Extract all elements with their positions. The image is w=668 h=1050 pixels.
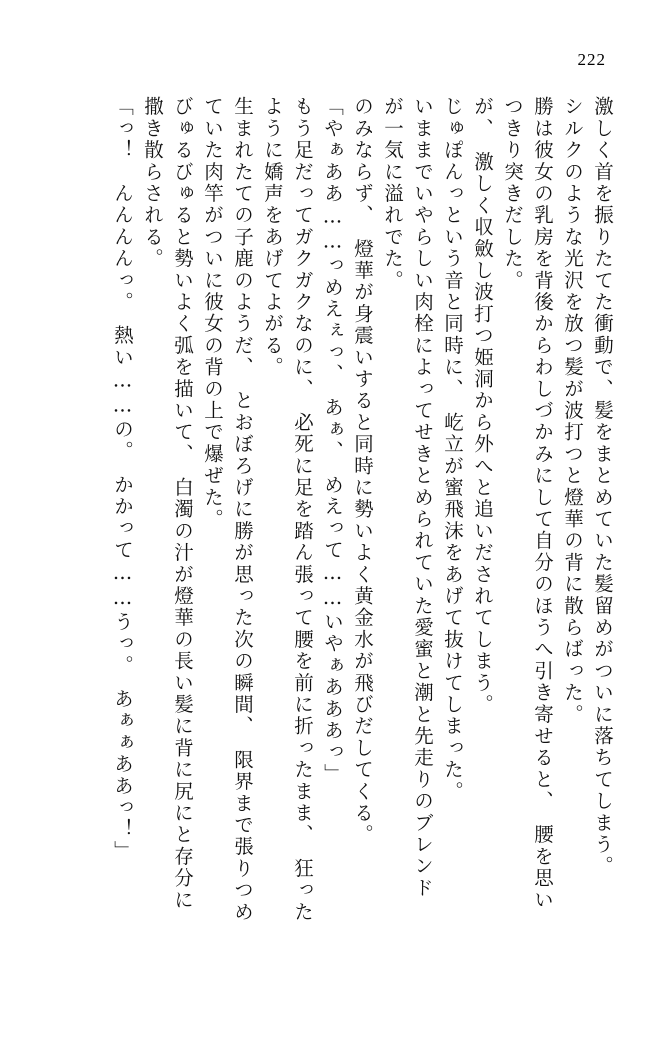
text-column: 激しく首を振りたてた衝動で、髪をまとめていた髪留めがついに落ちてしまう。	[591, 96, 614, 878]
text-column: びゅるびゅると勢いよく弧を描いて、 白濁の汁が燈華の長い髪に背に尻にと存分に	[171, 96, 194, 911]
text-column: じゅぽんっという音と同時に、 屹立が蜜飛沫をあげて抜けてしまった。	[441, 96, 464, 803]
text-column: いままでいやらしい肉栓によってせきとめられていた愛蜜と潮と先走りのブレンド	[411, 96, 434, 899]
text-column: が、 激しく収斂し波打つ姫洞から外へと追いだされてしまう。	[471, 96, 494, 716]
text-column: が一気に溢れでた。	[381, 96, 404, 292]
text-column: 生まれたての子鹿のようだ、 とおぼろげに勝が思った次の瞬間、 限界まで張りつめ	[231, 96, 254, 923]
text-column: のみならず、 燈華が身震いすると同時に勢いよく黄金水が飛びだしてくる。	[351, 96, 374, 846]
text-column: ように嬌声をあげてよがる。	[261, 96, 284, 379]
text-column: ていた肉竿がついに彼女の背の上で爆ぜた。	[201, 96, 224, 530]
vertical-body-text	[42, 96, 612, 996]
page-number: 222	[577, 50, 606, 69]
text-column: 撒き散らされる。	[141, 96, 164, 270]
text-column: つきり突きだした。	[501, 96, 524, 292]
text-column: 勝は彼女の乳房を背後からわしづかみにして自分のほうへ引き寄せると、 腰を思い	[531, 96, 554, 911]
text-column: シルクのような光沢を放つ髪が波打つと燈華の背に散らばった。	[561, 96, 584, 726]
text-column: もう足だってガクガクなのに、 必死に足を踏ん張って腰を前に折ったまま、 狂った	[291, 96, 314, 923]
text-column: 「やぁああ……っめえぇっ、 あぁ、 めえって……いやぁあああっ」	[321, 96, 344, 785]
text-column: 「っ！ んんんんっ。 熱い……の。 かかって……うっ。 あぁぁああっ！」	[111, 96, 134, 862]
